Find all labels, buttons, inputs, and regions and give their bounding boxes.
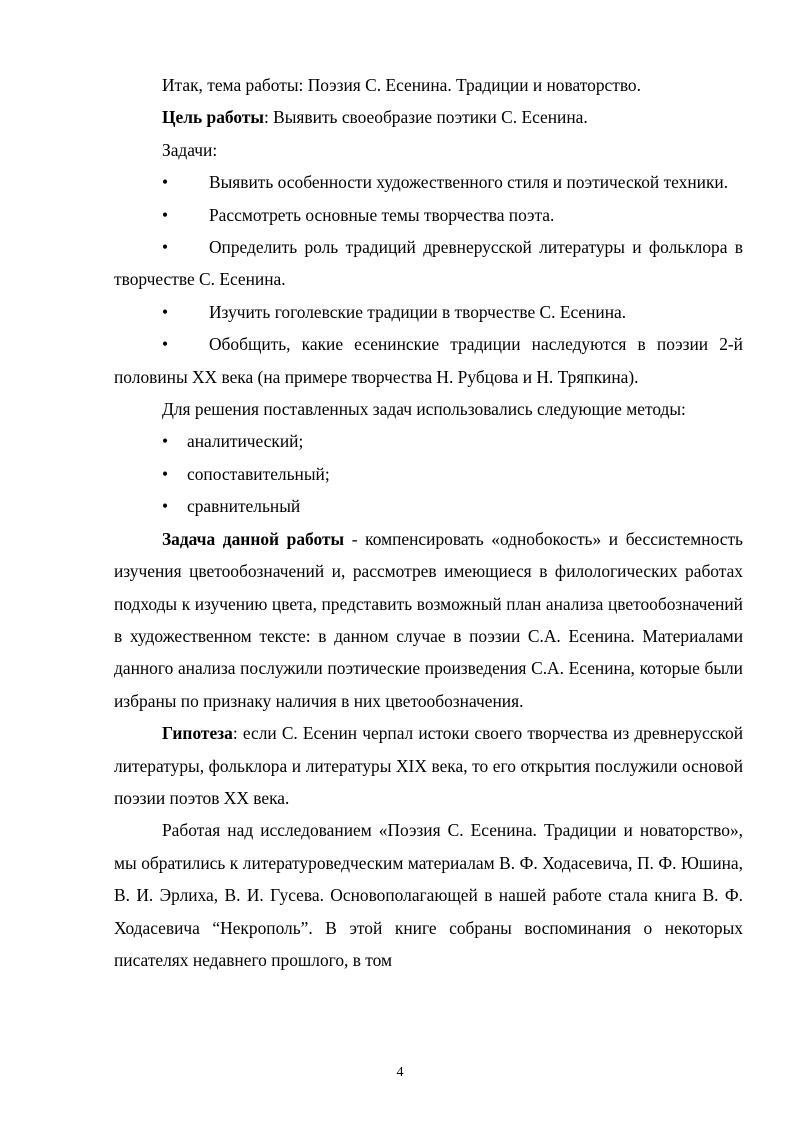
tasks-heading: Задачи: — [162, 139, 218, 160]
tasks-list — [114, 166, 743, 393]
hypothesis-paragraph — [114, 717, 743, 814]
goal-text: : Выявить своеобразие поэтики С. Есенина. — [263, 107, 588, 128]
method-text: сопоставительный; — [187, 463, 330, 484]
task-item — [114, 231, 743, 296]
task-text: Выявить особенности художественного стиля и поэтической техники. — [209, 172, 729, 193]
hypothesis-label: Гипотеза — [162, 723, 233, 744]
task-item — [114, 296, 743, 328]
objective-text: - компенсировать «однобокость» и бессистемность изучения цветообозначений и, рассмотрев имеющиеся в филологических работах подходы к изучению цвета, представить возможный план анализа цветообозначений в художественном тексте: в данном случае в поэзии С.А. Есенина. Материалами данного анализа послужили поэтические произведения С.А. Есенина, которые были избраны по признаку наличия в них цветообозначения. — [114, 528, 743, 711]
bullet-icon: • — [162, 237, 169, 258]
task-item — [114, 199, 743, 231]
method-item — [114, 458, 743, 490]
bullet-icon: • — [162, 334, 169, 355]
sources-paragraph: Работая над исследованием «Поэзия С. Есенина. Традиции и новаторство», мы обратились к литературоведческим материалам В. Ф. Ходасевича, П. Ф. Юшина, В. И. Эрлиха, В. И. Гусева. Основополагающей в нашей работе стала книга В. Ф. Ходасевича “Некрополь”. В этой книге собраны воспоминания о некоторых писателях недавнего прошлого, в том — [114, 820, 743, 970]
task-text: Определить роль традиций древнерусской литературы и фольклора в творчестве С. Есенина. — [114, 237, 743, 290]
bullet-icon: • — [162, 204, 169, 225]
task-text: Рассмотреть основные темы творчества поэта. — [209, 204, 555, 225]
task-text: Обобщить, какие есенинские традиции наследуются в поэзии 2-й половины XX века (на примере творчества Н. Рубцова и Н. Тряпкина). — [114, 334, 743, 387]
bullet-icon: • — [162, 463, 169, 484]
goal-paragraph — [114, 101, 743, 133]
methods-list — [114, 425, 743, 522]
objective-label: Задача данной работы — [162, 528, 345, 549]
theme-paragraph: Итак, тема работы: Поэзия С. Есенина. Традиции и новаторство. — [162, 75, 641, 95]
method-item — [114, 425, 743, 457]
method-item — [114, 490, 743, 522]
method-text: сравнительный — [187, 496, 301, 517]
task-text: Изучить гоголевские традиции в творчестве С. Есенина. — [209, 301, 627, 322]
bullet-icon: • — [162, 301, 169, 322]
hypothesis-text: : если С. Есенин черпал истоки своего творчества из древнерусской литературы, фольклора и литературы XIX века, то его открытия послужили основой поэзии поэтов XX века. — [114, 723, 743, 808]
method-text: аналитический; — [187, 431, 304, 452]
task-item — [114, 328, 743, 393]
task-item — [114, 166, 743, 198]
methods-intro: Для решения поставленных задач использовались следующие методы: — [162, 399, 686, 420]
objective-paragraph — [114, 523, 743, 717]
bullet-icon: • — [162, 172, 169, 193]
bullet-icon: • — [162, 496, 169, 517]
goal-label: Цель работы — [162, 107, 264, 128]
page-number: 4 — [396, 1065, 404, 1080]
bullet-icon: • — [162, 431, 169, 452]
